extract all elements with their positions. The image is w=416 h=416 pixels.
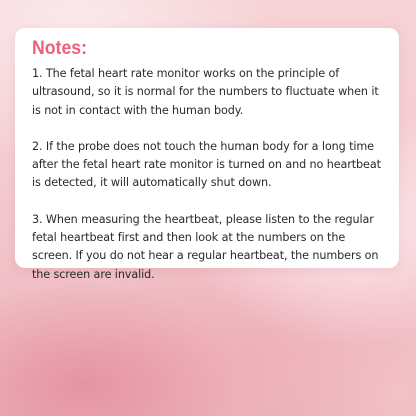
note-item-2: 2. If the probe does not touch the human body for a long time after the fetal heart rate monitor is turned on and no heartbeat is detected, it will automatically shut down. (32, 139, 381, 190)
note-item-3: 3. When measuring the heartbeat, please listen to the regular fetal heartbeat first and then look at the numbers on the screen. If you do not hear a regular heartbeat, the numbers on the screen are invalid. (32, 212, 379, 281)
notes-title: Notes: (32, 38, 87, 59)
note-item-1: 1. The fetal heart rate monitor works on the principle of ultrasound, so it is normal for the numbers to fluctuate when it is not in contact with the human body. (32, 67, 379, 117)
notes-card (15, 28, 399, 281)
